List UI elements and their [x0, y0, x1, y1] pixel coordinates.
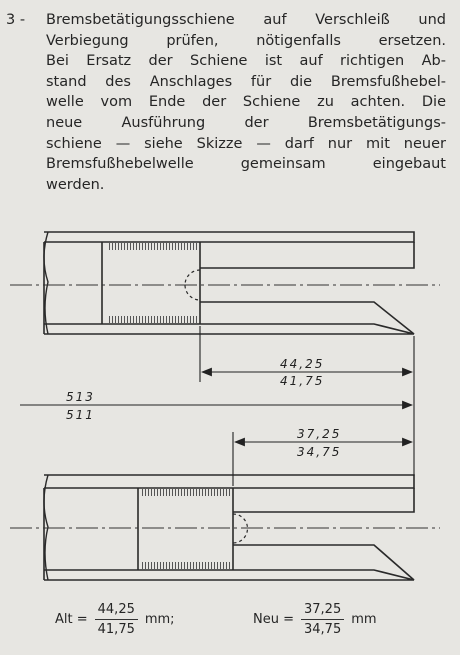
dim-total-upper: 513: [66, 390, 95, 404]
text-line-6: neue Ausführung der Bremsbetätigungs-: [46, 114, 446, 131]
item-text: [46, 10, 446, 195]
formula-new-fraction: [301, 602, 344, 637]
text-line-2: Verbiegung prüfen, nötigenfalls ersetzen.: [46, 32, 446, 49]
old-rail-drawing: [10, 232, 440, 334]
formula-new-label: Neu =: [253, 612, 294, 627]
new-rail-drawing: [10, 475, 440, 580]
text-line-8: Bremsfußhebelwelle gemeinsam eingebaut: [46, 156, 446, 173]
rail-sketch: [0, 218, 460, 590]
item-number: 3 -: [6, 12, 26, 28]
text-line-3: Bei Ersatz der Schiene ist auf richtigen Ab-: [46, 53, 446, 70]
formula-old-upper: 44,25: [95, 602, 138, 620]
formula-new-unit: mm: [351, 612, 377, 627]
dim-new-upper: 37,25: [297, 427, 342, 441]
instruction-item: [6, 10, 446, 195]
text-line-7: schiene — siehe Skizze — darf nur mit neuer: [46, 135, 446, 152]
formula-old-label: Alt =: [55, 612, 88, 627]
formula-old-unit: mm;: [144, 612, 175, 627]
dim-total-lower: 511: [66, 408, 95, 422]
dim-old-upper: 44,25: [280, 357, 325, 371]
text-line-1: Bremsbetätigungsschiene auf Verschleiß und: [46, 12, 446, 28]
dim-new-lower: 34,75: [297, 445, 342, 459]
formula-new: [253, 602, 377, 637]
dimension-lines: [20, 326, 414, 486]
text-line-9: werden.: [46, 176, 105, 193]
text-line-5: welle vom Ende der Schiene zu achten. Die: [46, 94, 446, 111]
formula-old-fraction: [95, 602, 138, 637]
formula-old: [55, 602, 175, 637]
formula-new-lower: 34,75: [304, 622, 342, 637]
dim-old-lower: 41,75: [280, 374, 325, 388]
formula-old-lower: 41,75: [97, 622, 135, 637]
text-line-4: stand des Anschlages für die Bremsfußhebel-: [46, 73, 446, 90]
formula-new-upper: 37,25: [301, 602, 344, 620]
